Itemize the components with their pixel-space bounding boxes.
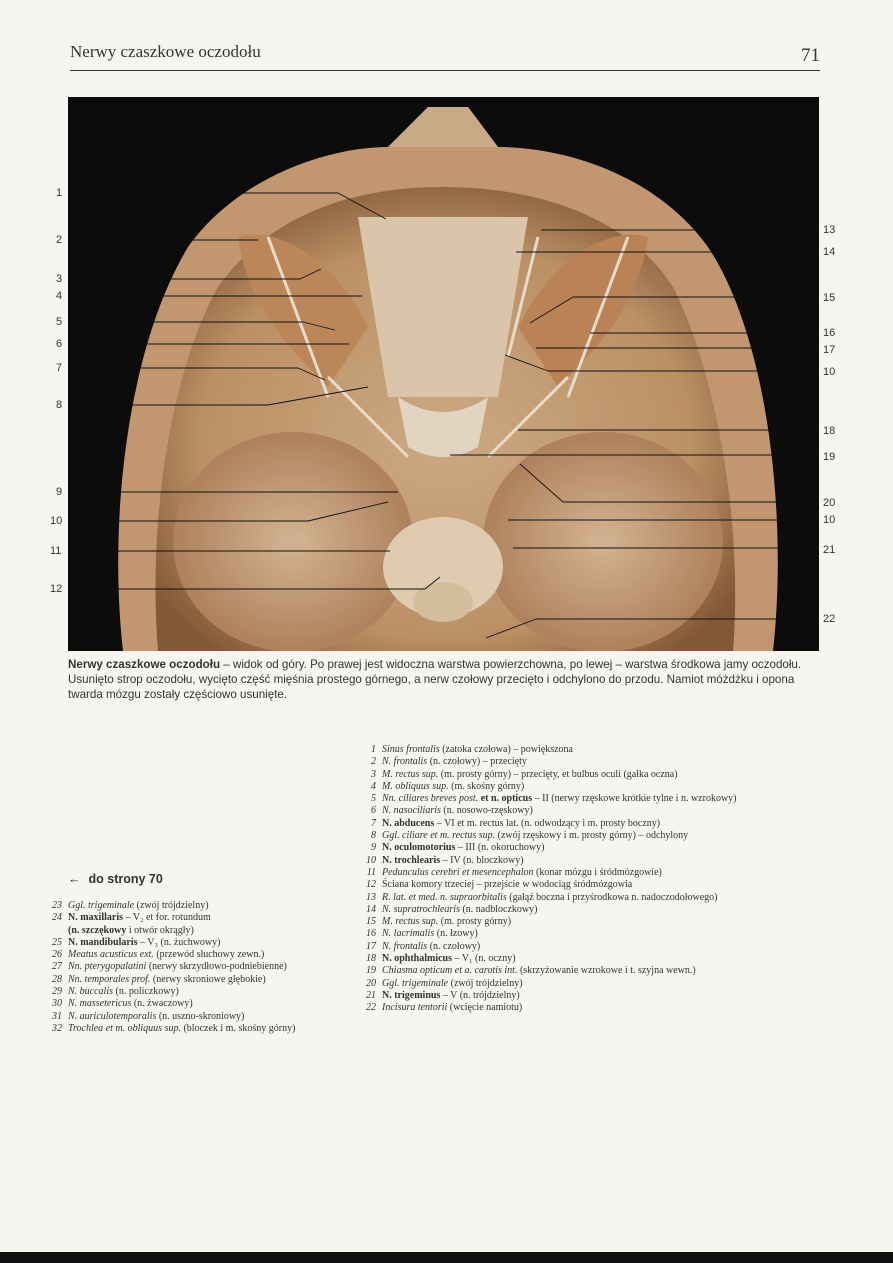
running-title: Nerwy czaszkowe oczodołu [70, 42, 261, 61]
legend-item: 14 N. supratrochlearis (n. nadbloczkowy) [366, 903, 538, 915]
legend-item: 27 Nn. pterygopalatini (nerwy skrzydłowo-podniebienne) [52, 961, 287, 973]
legend-item: 9 N. oculomotorius – III (n. okoruchowy) [371, 842, 545, 854]
legend-item: 16 N. lacrimalis (n. łzowy) [366, 928, 478, 940]
legend-item [42, 1035, 295, 1047]
callout-label-left: 8 [56, 399, 63, 411]
legend-list-left [42, 900, 295, 1048]
caption-title: Nerwy czaszkowe oczodołu [68, 658, 221, 671]
legend-item: 3 M. rectus sup. (m. prosty górny) – przecięty, et bulbus oculi (gałka oczna) [371, 768, 678, 780]
legend-item: 10 N. trochlearis – IV (n. bloczkowy) [366, 854, 524, 866]
callout-label-left: 4 [56, 290, 63, 302]
legend-item: 12 Ściana komory trzeciej – przejście w wodociąg śródmózgowia [366, 879, 633, 891]
legend-item: 26 Meatus acusticus ext. (przewód słuchowy zewn.) [52, 949, 265, 961]
legend-item: 15 M. rectus sup. (m. prosty górny) [366, 916, 512, 928]
callout-label-left: 5 [56, 316, 63, 328]
callout-label-right: 13 [823, 224, 836, 236]
legend-item: 30 N. massetericus (n. żwaczowy) [52, 998, 193, 1010]
back-to-page-link[interactable] [68, 872, 163, 886]
callout-label-right: 20 [823, 497, 836, 509]
legend-item: 4 M. obliquus sup. (m. skośny górny) [371, 780, 525, 792]
legend-item: 17 N. frontalis (n. czołowy) [366, 940, 481, 952]
legend-item: 21 N. trigeminus – V (n. trójdzielny) [366, 989, 520, 1001]
callout-label-left: 2 [56, 234, 63, 246]
callout-label-left: 9 [56, 486, 63, 498]
legend-item: 11 Pedunculus cerebri et mesencephalon (konar mózgu i śródmózgowie) [366, 866, 662, 878]
callout-label-left: 1 [56, 187, 63, 199]
legend-item: 7 N. abducens – VI et m. rectus lat. (n. odwodzący i m. prosty boczny) [371, 817, 661, 829]
legend-item: 5 Nn. ciliares breves post. et n. opticus – II (nerwy rzęskowe krótkie tylne i n. wzrokowy) [371, 793, 737, 805]
anatomical-photograph [68, 97, 819, 651]
legend-item: 23 Ggl. trigeminale (zwój trójdzielny) [52, 900, 209, 911]
legend-item: 32 Trochlea et m. obliquus sup. (bloczek i m. skośny górny) [52, 1022, 296, 1034]
legend-item: 18 N. ophthalmicus – V₁ (n. oczny) [366, 953, 516, 965]
legend-item: 28 Nn. temporales prof. (nerwy skroniowe głębokie) [52, 973, 266, 985]
arrow-left-icon: ← [68, 872, 81, 886]
legend-item: 24 N. maxillaris – V₂ et for. rotundum [52, 912, 211, 924]
legend-item: 29 N. buccalis (n. policzkowy) [52, 986, 179, 998]
callout-label-left: 3 [56, 273, 63, 285]
callout-label-right: 10 [823, 514, 836, 526]
legend-item: 13 R. lat. et med. n. supraorbitalis (gałąź boczna i przyśrodkowa n. nadoczodołowego) [366, 891, 718, 903]
callout-label-right: 22 [823, 613, 836, 625]
orbit-dissection-illustration [68, 97, 819, 651]
callout-label-right: 19 [823, 451, 836, 463]
callout-label-right: 14 [823, 246, 836, 258]
scan-edge-bar [0, 1252, 893, 1263]
legend-list-right [356, 744, 737, 1015]
legend-item: 2 N. frontalis (n. czołowy) – przecięty [371, 756, 527, 768]
callout-label-left: 6 [56, 338, 63, 350]
legend-item: (n. szczękowy i otwór okrągły) [68, 924, 194, 936]
caption-text: – widok od góry. Po prawej jest widoczna warstwa powierzchowna, po lewej – warstwa środkowa jamy oczodołu. Usunięto strop oczodołu, wycięto część mięśnia prostego górnego, a nerw czołowy przecięto i odchylono do przodu. Namiot móżdżku i opona twarda mózgu zostały częściowo usunięte. [68, 658, 802, 701]
back-link-label: do strony 70 [88, 872, 163, 886]
callout-label-left: 7 [56, 362, 63, 374]
callout-label-right: 10 [823, 366, 836, 378]
figure-caption [68, 657, 828, 702]
callout-label-left: 11 [50, 545, 62, 557]
page-number: 71 [801, 45, 820, 66]
callout-label-left: 12 [50, 583, 63, 595]
legend-item: 25 N. mandibularis – V₃ (n. żuchwowy) [52, 936, 221, 948]
legend-item: 31 N. auriculotemporalis (n. uszno-skroniowy) [52, 1010, 245, 1022]
callout-label-right: 16 [823, 327, 836, 339]
legend-item: 19 Chiasma opticum et a. carotis int. (skrzyżowanie wzrokowe i t. szyjna wewn.) [366, 965, 696, 977]
callout-label-right: 18 [823, 425, 836, 437]
callout-label-right: 17 [823, 344, 836, 356]
legend-item: 1 Sinus frontalis (zatoka czołowa) – powiększona [371, 744, 573, 755]
page-header [70, 42, 820, 71]
legend-item: 8 Ggl. ciliare et m. rectus sup. (zwój rzęskowy i m. prosty górny) – odchylony [371, 830, 689, 842]
legend-item: 6 N. nasociliaris (n. nosowo-rzęskowy) [371, 805, 533, 817]
callout-label-right: 21 [823, 544, 836, 556]
legend-item: 22 Incisura tentorii (wcięcie namiotu) [366, 1002, 523, 1014]
legend-item: 20 Ggl. trigeminale (zwój trójdzielny) [366, 977, 523, 989]
callout-label-left: 10 [50, 515, 63, 527]
callout-label-right: 15 [823, 292, 836, 304]
